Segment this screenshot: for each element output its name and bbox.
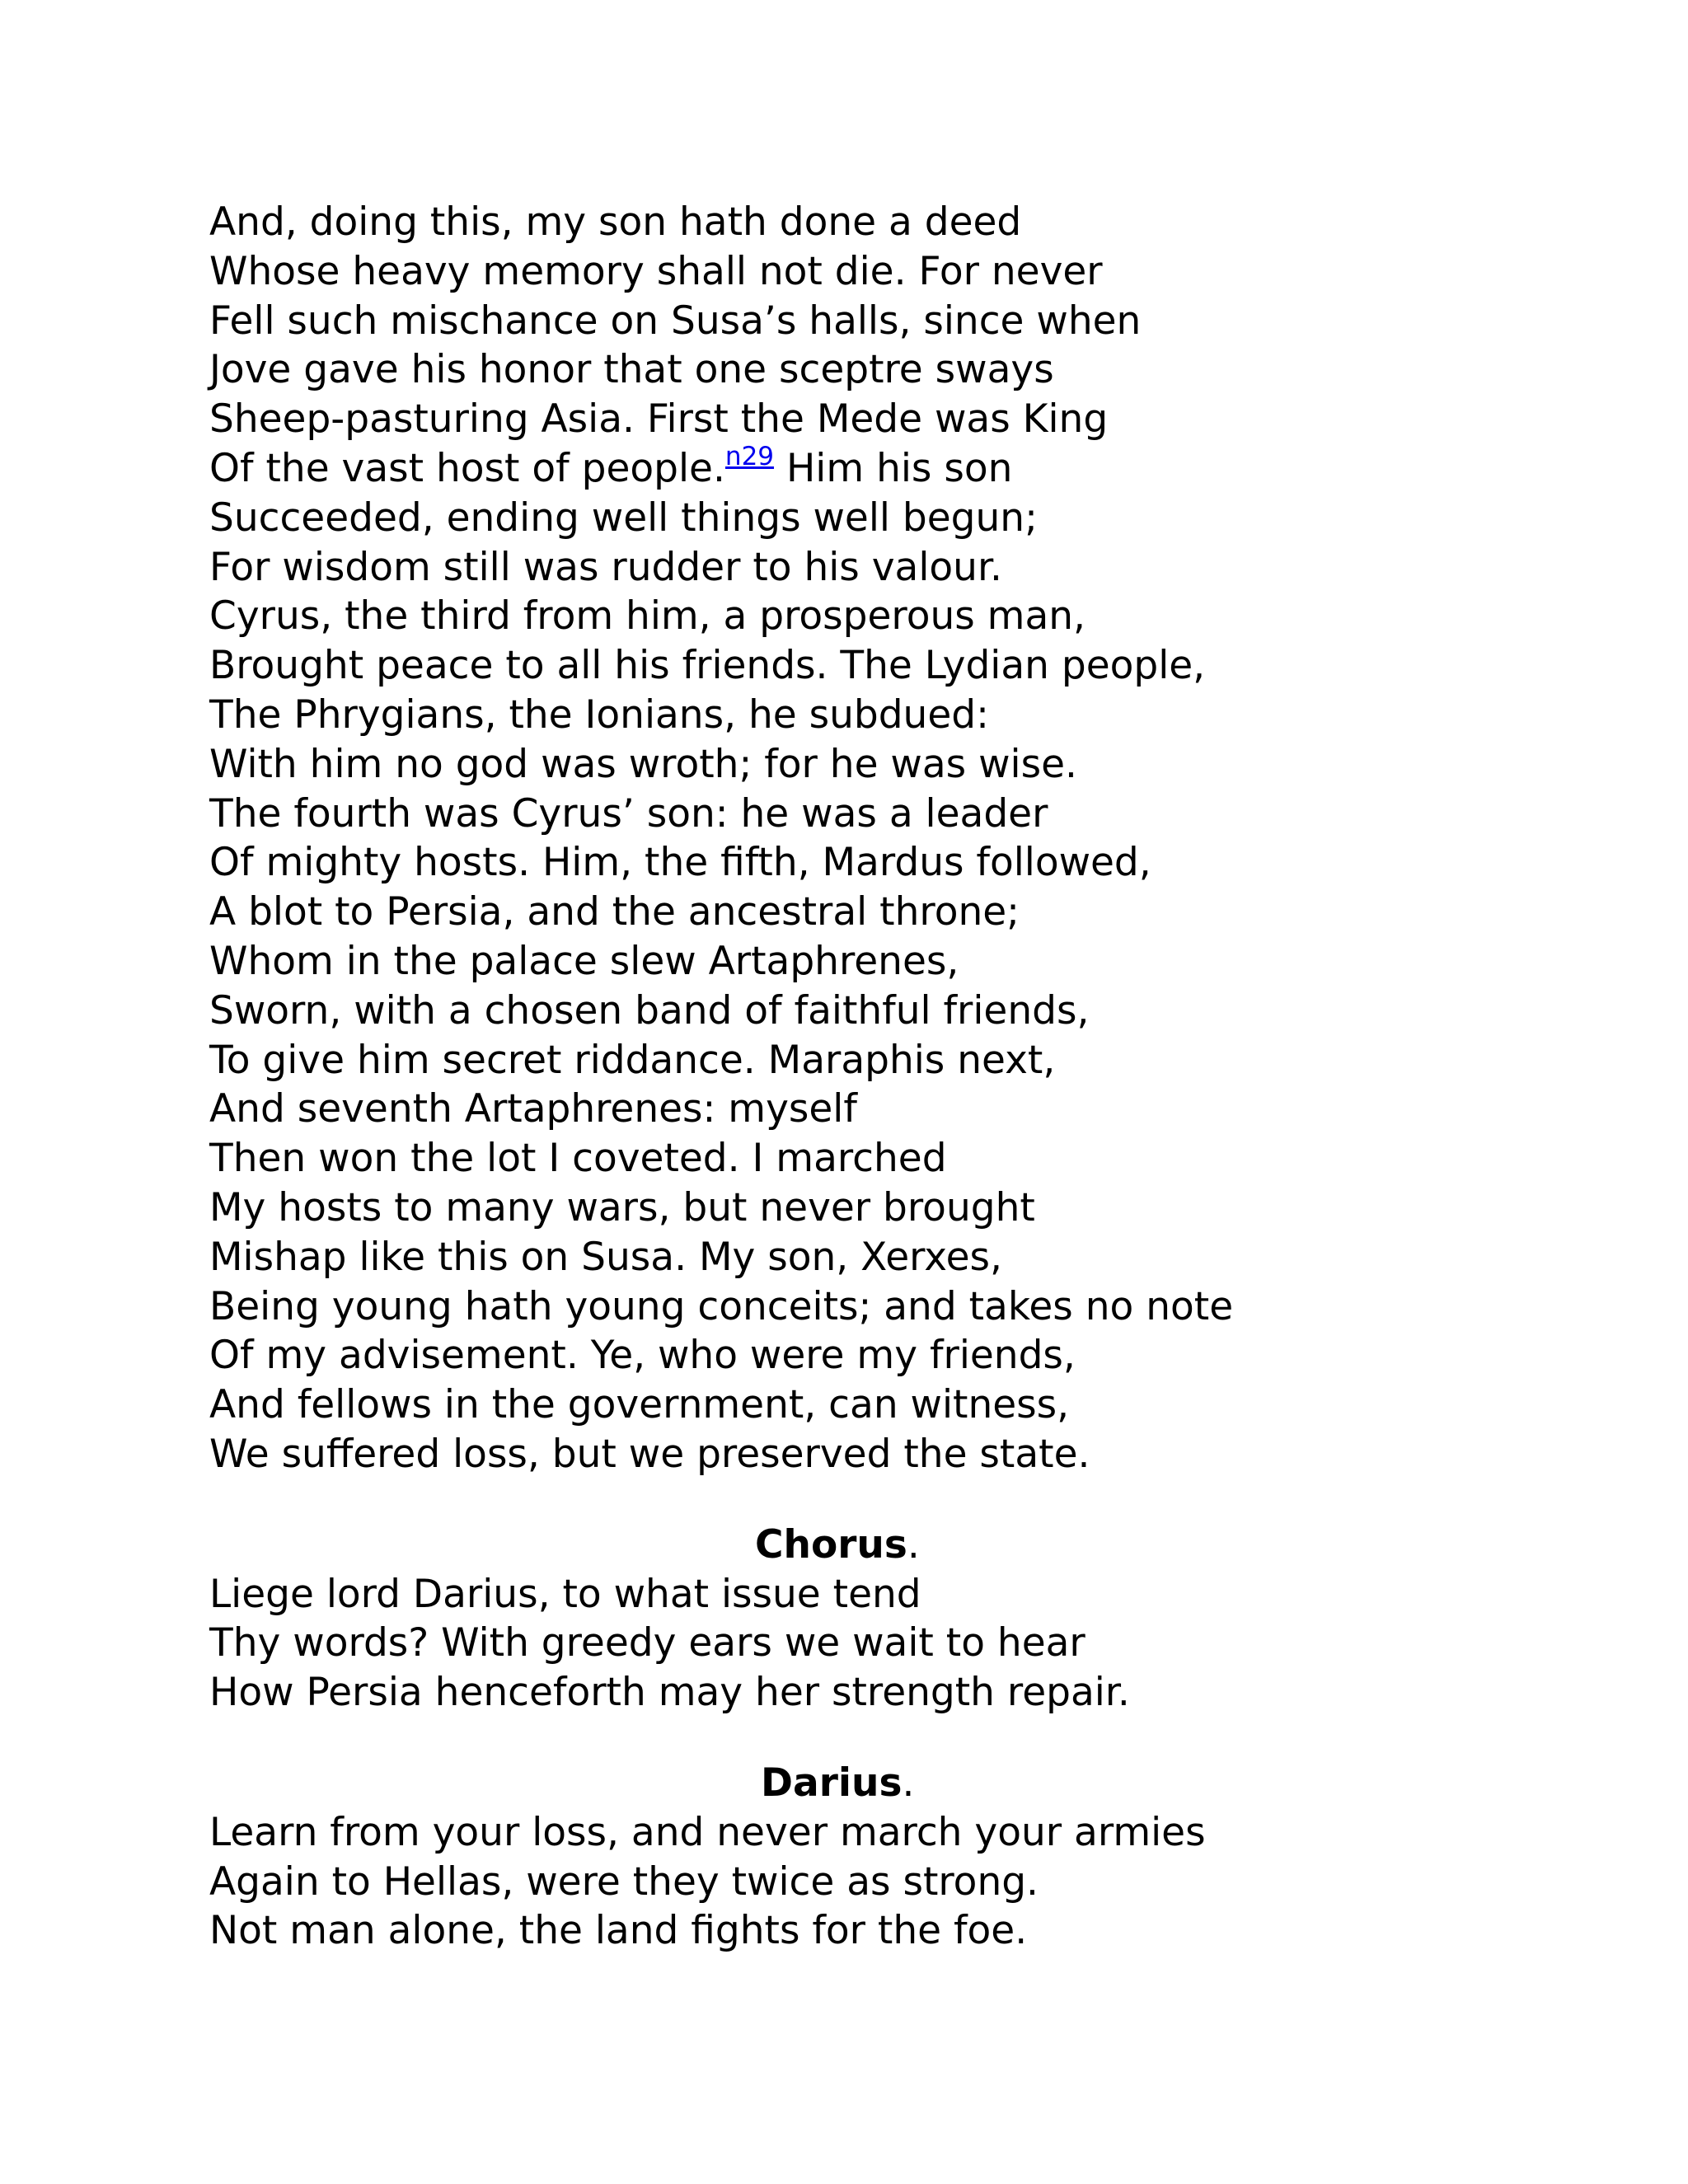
verse-line: Sheep-pasturing Asia. First the Mede was King [209, 396, 1109, 443]
verse-line: And seventh Artaphrenes: myself [209, 1086, 857, 1132]
verse-line: My hosts to many wars, but never brought [209, 1184, 1035, 1230]
verse-text: Of the vast host of people. [209, 445, 725, 491]
verse-line: Cyrus, the third from him, a prosperous man, [209, 593, 1085, 640]
verse-line: To give him secret riddance. Maraphis next, [209, 1037, 1056, 1083]
verse-line: We suffered loss, but we preserved the state. [209, 1431, 1090, 1477]
verse-line: The Phrygians, the Ionians, he subdued: [209, 691, 989, 738]
verse-line: For wisdom still was rudder to his valour. [209, 544, 1002, 590]
verse-line: And, doing this, my son hath done a deed [209, 199, 1022, 245]
verse-text: Him his son [774, 445, 1013, 491]
verse-line: Whom in the palace slew Artaphrenes, [209, 938, 959, 984]
verse-line: Again to Hellas, were they twice as strong. [209, 1858, 1039, 1905]
verse-line: Succeeded, ending well things well begun; [209, 494, 1038, 541]
verse-line: Liege lord Darius, to what issue tend [209, 1571, 921, 1617]
verse-line: Then won the lot I coveted. I marched [209, 1136, 947, 1182]
verse-line: With him no god was wroth; for he was wise. [209, 741, 1077, 787]
verse-line: A blot to Persia, and the ancestral throne; [209, 889, 1020, 935]
verse-line-with-note [209, 441, 1528, 494]
verse-line: Being young hath young conceits; and takes no note [209, 1283, 1234, 1329]
verse-line: Brought peace to all his friends. The Lydian people, [209, 643, 1206, 689]
stanza [209, 198, 1528, 1479]
verse-line: Of mighty hosts. Him, the fifth, Mardus followed, [209, 840, 1151, 886]
speaker-heading-darius [209, 1759, 1528, 1808]
verse-line: And fellows in the government, can witness, [209, 1382, 1070, 1428]
verse-line: Jove gave his honor that one sceptre sways [209, 347, 1054, 393]
verse-line: The fourth was Cyrus’ son: he was a leader [209, 790, 1048, 837]
speaker-name: Chorus [755, 1521, 907, 1568]
verse-line: Not man alone, the land fights for the foe. [209, 1908, 1028, 1954]
verse-line: Learn from your loss, and never march your armies [209, 1809, 1206, 1855]
verse-line: How Persia henceforth may her strength repair. [209, 1670, 1130, 1716]
verse-line: Whose heavy memory shall not die. For never [209, 248, 1103, 294]
chorus-speech [209, 1570, 1528, 1718]
poem-page [209, 198, 1528, 1956]
darius-speech [209, 1808, 1528, 1956]
speaker-heading-chorus [209, 1521, 1528, 1570]
speaker-name: Darius [761, 1760, 903, 1806]
verse-line: Of my advisement. Ye, who were my friends, [209, 1333, 1076, 1379]
speaker-punct: . [907, 1521, 920, 1568]
footnote-link[interactable]: n29 [724, 441, 775, 471]
speaker-punct: . [902, 1760, 915, 1806]
verse-line: Fell such mischance on Susa’s halls, since when [209, 298, 1142, 344]
verse-line: Thy words? With greedy ears we wait to hear [209, 1620, 1085, 1666]
verse-line: Sworn, with a chosen band of faithful friends, [209, 987, 1090, 1033]
verse-line: Mishap like this on Susa. My son, Xerxes, [209, 1234, 1002, 1280]
